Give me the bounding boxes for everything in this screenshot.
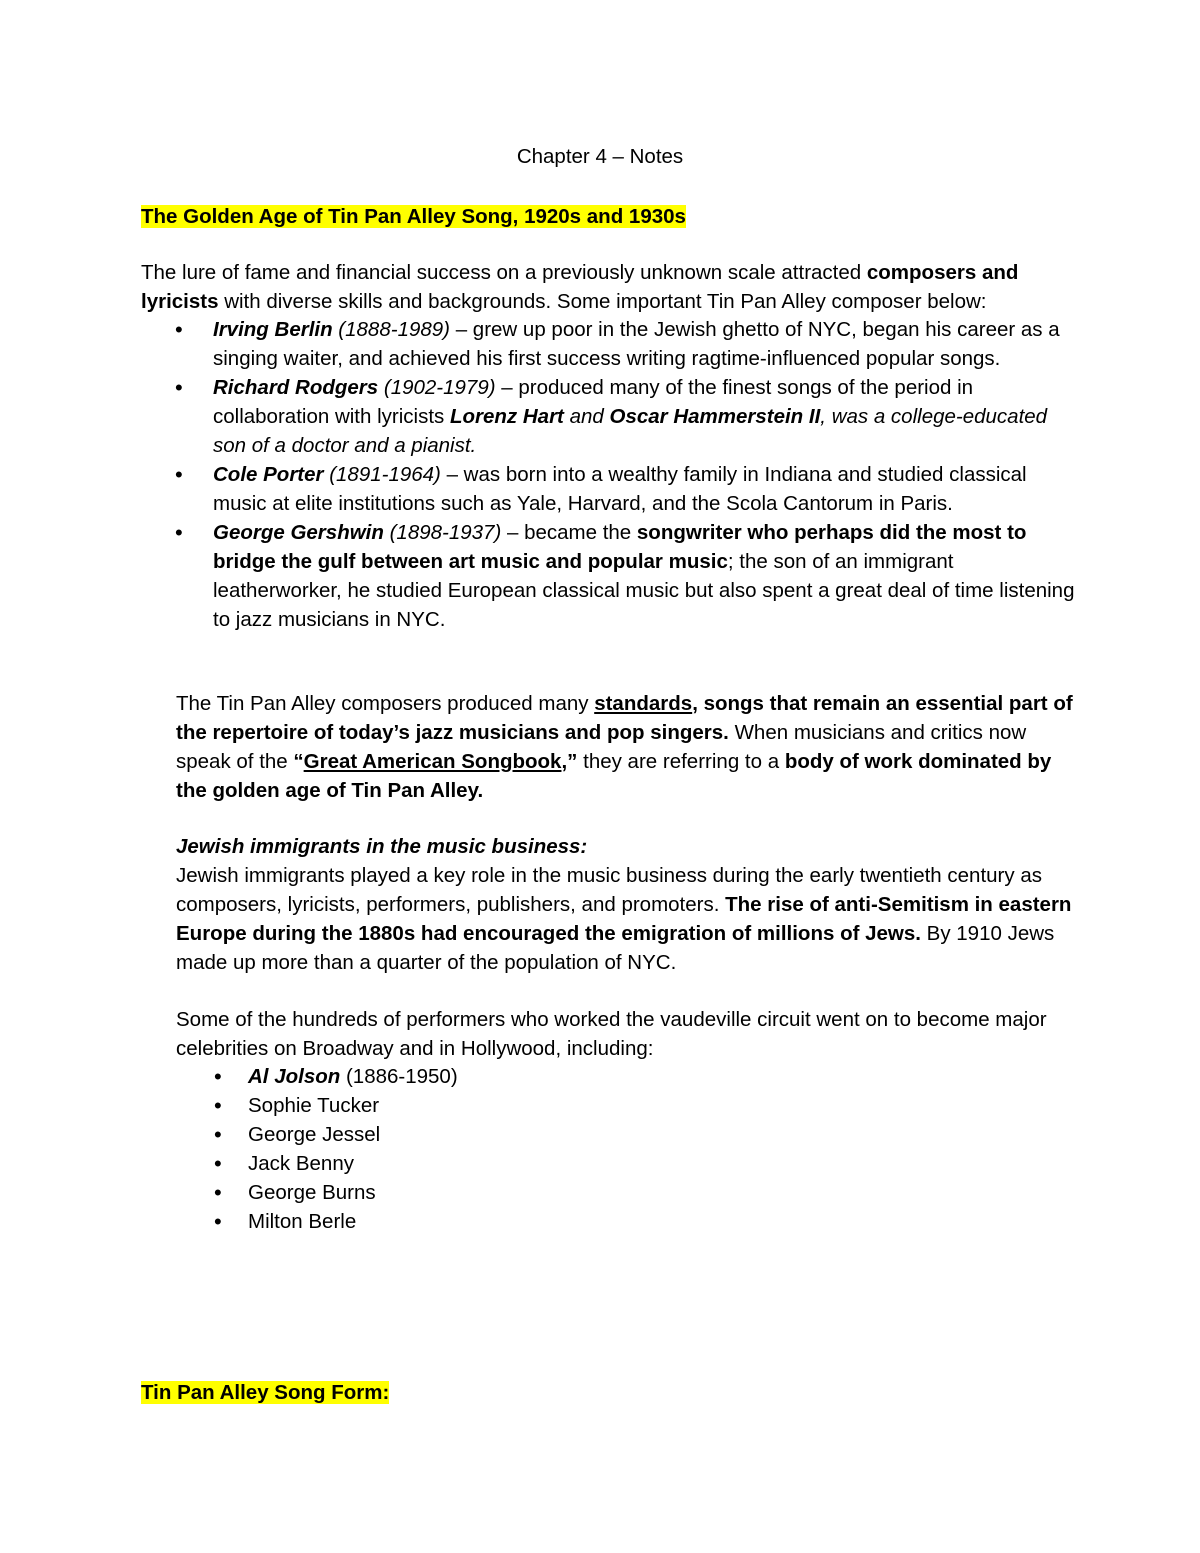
list-item: • George Jessel: [176, 1120, 776, 1149]
composer-name: Cole Porter: [213, 463, 324, 486]
standards-text: they are referring to a: [577, 750, 785, 773]
page-title: Chapter 4 – Notes: [516, 145, 684, 168]
composer-text: – was born into a wealthy family in Indiana and studied classical music at elite institutions such as Yale, Harvard, and the Scola Cantorum in Paris.: [213, 463, 1027, 515]
jewish-section: [176, 832, 1081, 977]
standards-bold: body of work dominated by the golden age of Tin Pan Alley.: [176, 750, 1052, 802]
quote-close: ,”: [561, 750, 578, 773]
composer-dates: (1902-1979): [378, 376, 496, 399]
lyricist-name: Lorenz Hart: [449, 405, 564, 428]
composer-dates: (1891-1964): [323, 463, 441, 486]
composer-name: Irving Berlin: [213, 318, 333, 341]
composer-text: – grew up poor in the Jewish ghetto of NYC, began his career as a singing waiter, and achieved his first success writing ragtime-influenced popular songs.: [213, 318, 1060, 370]
jewish-bold: The rise of anti-Semitism in eastern Europe during the 1880s had encouraged the emigration of millions of Jews.: [176, 893, 1072, 945]
composer-dates: (1888-1989): [332, 318, 450, 341]
composer-text: – became the: [501, 521, 637, 544]
list-item: [141, 373, 1081, 460]
songbook-term: Great American Songbook: [303, 750, 562, 773]
section-heading-text: The Golden Age of Tin Pan Alley Song, 1920s and 1930s: [141, 205, 686, 228]
list-item: [141, 518, 1081, 634]
composer-name: George Gershwin: [213, 521, 384, 544]
composer-text: and: [563, 405, 610, 428]
intro-paragraph: [141, 258, 1081, 316]
jewish-heading: Jewish immigrants in the music business:: [176, 835, 588, 858]
composer-list: [141, 315, 1081, 634]
section-heading-golden-age: [141, 202, 686, 231]
intro-text: The lure of fame and financial success on a previously unknown scale attracted: [141, 261, 867, 284]
vaudeville-paragraph: Some of the hundreds of performers who worked the vaudeville circuit went on to become major celebrities on Broadway and in Hollywood, including:: [176, 1008, 1047, 1060]
performer-list: [176, 1062, 776, 1236]
composer-bold: songwriter who perhaps did the most to bridge the gulf between art music and popular music: [213, 521, 1027, 573]
section-heading-text: Tin Pan Alley Song Form:: [141, 1381, 390, 1404]
section-heading-song-form: [141, 1378, 389, 1407]
list-item: [141, 315, 1081, 373]
list-item: • Milton Berle: [176, 1207, 776, 1236]
quote-open: “: [293, 750, 304, 773]
list-item: • Jack Benny: [176, 1149, 776, 1178]
composer-dates: (1898-1937): [383, 521, 502, 544]
performer-dates: (1886-1950): [340, 1065, 458, 1088]
lyricist-name: Oscar Hammerstein II: [609, 405, 821, 428]
performer-name: Al Jolson: [248, 1065, 341, 1088]
composer-text: , was a college-educated son of a doctor and a pianist.: [213, 405, 1048, 457]
composer-text: ; the son of an immigrant leatherworker, he studied European classical music but also spent a great deal of time listening to jazz musicians in NYC.: [213, 550, 1075, 631]
standards-paragraph: [176, 689, 1081, 805]
intro-text-2: with diverse skills and backgrounds. Some important Tin Pan Alley composer below:: [218, 290, 987, 313]
list-item: [141, 460, 1081, 518]
list-item: [176, 1062, 776, 1091]
standards-text: The Tin Pan Alley composers produced many: [176, 692, 595, 715]
jewish-text: Jewish immigrants played a key role in the music business during the early twentieth century as composers, lyricists, performers, publishers, and promoters.: [176, 864, 1042, 916]
list-item: • Sophie Tucker: [176, 1091, 776, 1120]
standards-term: standards: [594, 692, 693, 715]
list-item: • George Burns: [176, 1178, 776, 1207]
jewish-text: By 1910 Jews made up more than a quarter of the population of NYC.: [176, 922, 1055, 974]
intro-bold: composers and lyricists: [141, 261, 1019, 313]
composer-text: – produced many of the finest songs of the period in collaboration with lyricists: [213, 376, 974, 428]
standards-text: When musicians and critics now speak of the: [176, 721, 1027, 773]
standards-bold: , songs that remain an essential part of the repertoire of today’s jazz musicians and pop singers.: [176, 692, 1073, 744]
composer-name: Richard Rodgers: [213, 376, 379, 399]
jewish-paragraph: [176, 861, 1081, 977]
